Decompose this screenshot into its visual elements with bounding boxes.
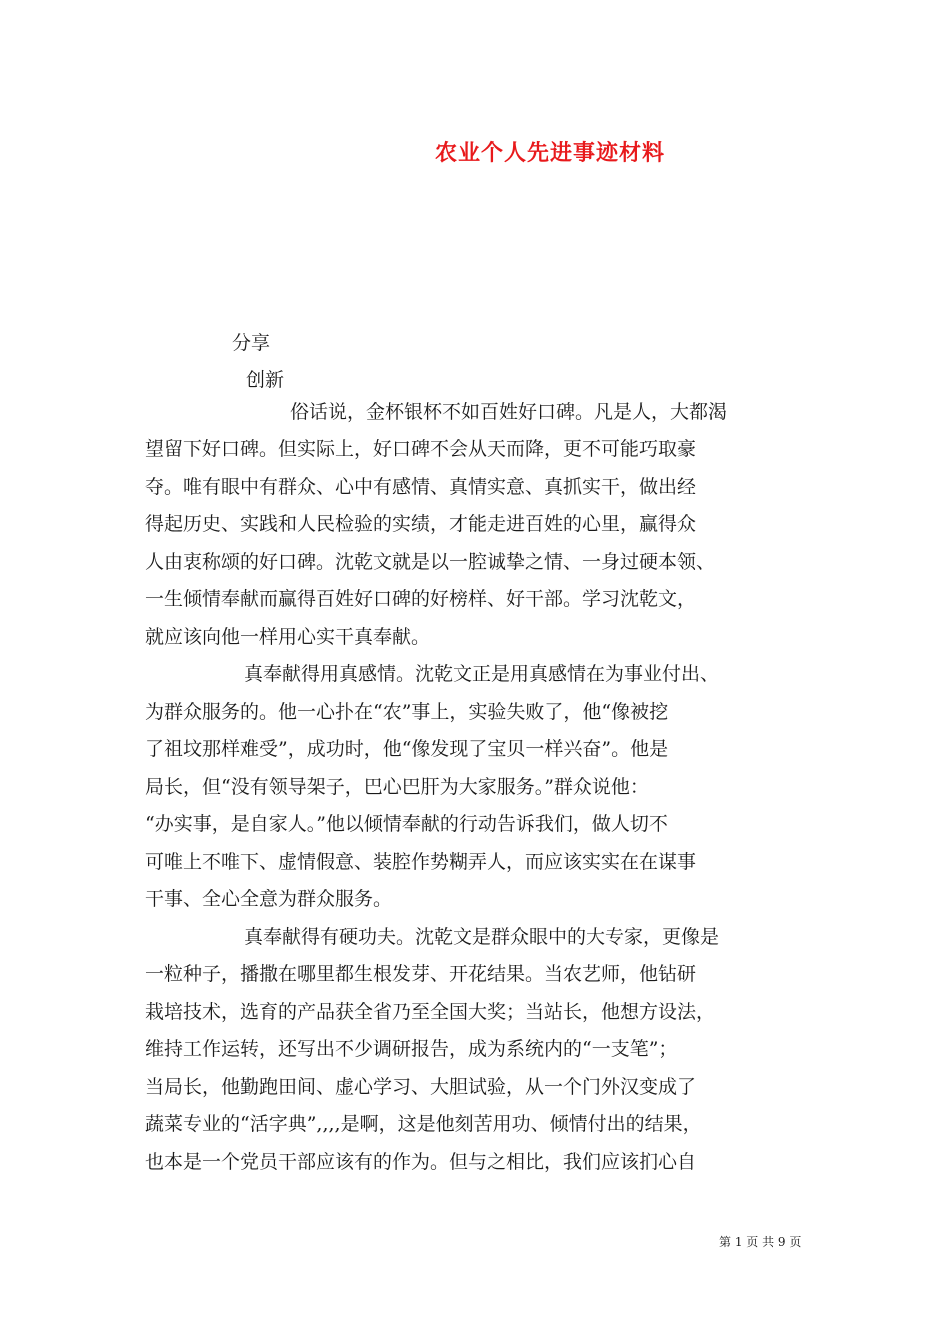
text-line: 就应该向他一样用心实干真奉献。 — [145, 626, 431, 648]
document-title: 农业个人先进事迹材料 — [434, 140, 665, 166]
text-line: 望留下好口碑。但实际上，好口碑不会从天而降，更不可能巧取豪 — [145, 438, 697, 460]
text-line: 也本是一个党员干部应该有的作为。但与之相比，我们应该扪心自 — [145, 1151, 697, 1173]
text-line: 一粒种子，播撒在哪里都生根发芽、开花结果。当农艺师，他钻研 — [145, 963, 697, 985]
text-line: 真奉献得有硬功夫。沈乾文是群众眼中的大专家，更像是 — [244, 926, 720, 948]
text-line: 了祖坟那样难受”，成功时，他“像发现了宝贝一样兴奋”。他是 — [145, 738, 669, 760]
text-line: “办实事，是自家人。”他以倾情奉献的行动告诉我们，做人切不 — [145, 813, 668, 835]
text-line: 干事、全心全意为群众服务。 — [145, 888, 393, 910]
tag-innovate: 创新 — [246, 369, 285, 391]
text-line: 人由衷称颂的好口碑。沈乾文就是以一腔诚挚之情、一身过硬本领、 — [145, 551, 716, 573]
text-line: 为群众服务的。他一心扑在“农”事上，实验失败了，他“像被挖 — [145, 701, 669, 723]
tag-share: 分享 — [232, 332, 271, 354]
page-footer: 第 1 页 共 9 页 — [719, 1235, 802, 1249]
text-line: 一生倾情奉献而赢得百姓好口碑的好榜样、好干部。学习沈乾文， — [145, 588, 697, 610]
text-line: 俗话说，金杯银杯不如百姓好口碑。凡是人，大都渴 — [290, 401, 728, 423]
text-line: 蔬菜专业的“活字典”,,,,是啊，这是他刻苦用功、倾情付出的结果， — [145, 1113, 702, 1135]
text-line: 栽培技术，选育的产品获全省乃至全国大奖；当站长，他想方设法， — [145, 1001, 716, 1023]
text-line: 局长，但“没有领导架子，巴心巴肝为大家服务。”群众说他： — [145, 776, 649, 798]
text-line: 得起历史、实践和人民检验的实绩，才能走进百姓的心里，赢得众 — [145, 513, 697, 535]
text-line: 夺。唯有眼中有群众、心中有感情、真情实意、真抓实干，做出经 — [145, 476, 697, 498]
text-line: 维持工作运转，还写出不少调研报告，成为系统内的“一支笔”； — [145, 1038, 678, 1060]
text-line: 真奉献得用真感情。沈乾文正是用真感情在为事业付出、 — [244, 663, 720, 685]
text-line: 当局长，他勤跑田间、虚心学习、大胆试验，从一个门外汉变成了 — [145, 1076, 697, 1098]
text-line: 可唯上不唯下、虚情假意、装腔作势糊弄人，而应该实实在在谋事 — [145, 851, 697, 873]
